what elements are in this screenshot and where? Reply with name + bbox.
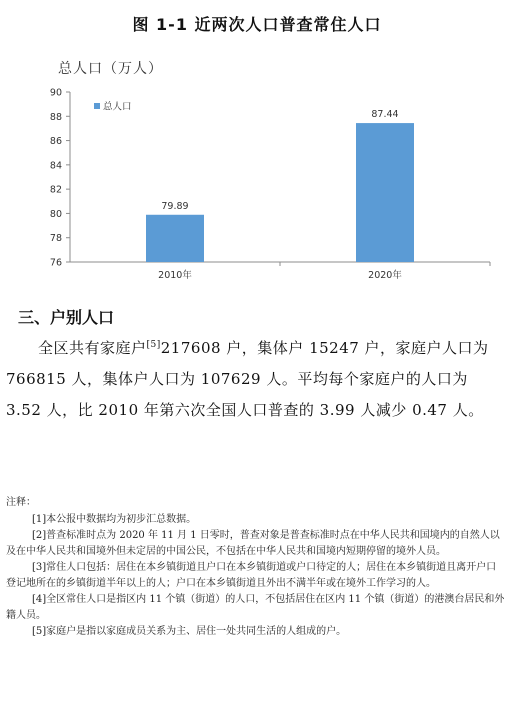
- paragraph-text-part2: 217608 户，集体户 15247 户，家庭户人口为 766815 人，集体户人口为 107629 人。平均每个家庭户的人口为 3.52 人，比 2010 年第六次全国人口普查的 3.99 人减少 0.47 人。: [6, 339, 489, 419]
- chart-y-axis-label: 总人口（万人）: [58, 61, 163, 77]
- figure-title: 图 1-1 近两次人口普查常住人口: [132, 15, 382, 34]
- x-tick-label: 2010年: [158, 270, 192, 281]
- footnote-reference: [5]: [146, 340, 161, 350]
- note-item: [3]常住人口包括：居住在本乡镇街道且户口在本乡镇街道或户口待定的人；居住在本乡镇街道且离开户口登记地所在的乡镇街道半年以上的人；户口在本乡镇街道且外出不满半年或在境外工作学习的人。: [6, 562, 497, 589]
- note-item: [2]普查标准时点为 2020 年 11 月 1 日零时，普查对象是普查标准时点在中华人民共和国境内的自然人以及在中华人民共和国境外但未定居的中国公民，不包括在中华人民共和国境内短期停留的境外人员。: [6, 530, 500, 557]
- notes-section: [6, 495, 506, 640]
- paragraph-text-part1: 全区共有家庭户: [38, 339, 147, 357]
- bar-value-label: 87.44: [371, 109, 399, 121]
- section-heading: 三、户别人口: [18, 308, 115, 327]
- note-item: [4]全区常住人口是指区内 11 个镇（街道）的人口，不包括居住在区内 11 个镇（街道）的港澳台居民和外籍人员。: [6, 594, 505, 621]
- x-tick-label: 2020年: [368, 270, 402, 281]
- note-item: [5]家庭户是指以家庭成员关系为主、居住一处共同生活的人组成的户。: [32, 626, 347, 637]
- y-tick-label: 90: [49, 87, 62, 99]
- bar-2020年: [356, 123, 414, 262]
- legend-swatch: [94, 103, 100, 109]
- y-tick-label: 82: [49, 184, 62, 196]
- population-bar-chart: [40, 78, 500, 288]
- household-paragraph: [6, 333, 506, 426]
- bar-2010年: [146, 215, 204, 262]
- y-tick-label: 78: [49, 233, 62, 245]
- notes-title: 注释：: [6, 497, 36, 508]
- y-tick-label: 86: [49, 136, 62, 148]
- y-tick-label: 80: [49, 208, 62, 220]
- y-tick-label: 76: [49, 257, 62, 269]
- y-tick-label: 84: [49, 160, 62, 172]
- legend-label: 总人口: [103, 101, 132, 113]
- note-item: [1]本公报中数据均为初步汇总数据。: [32, 514, 197, 525]
- bar-value-label: 79.89: [161, 200, 189, 212]
- y-tick-label: 88: [49, 111, 62, 123]
